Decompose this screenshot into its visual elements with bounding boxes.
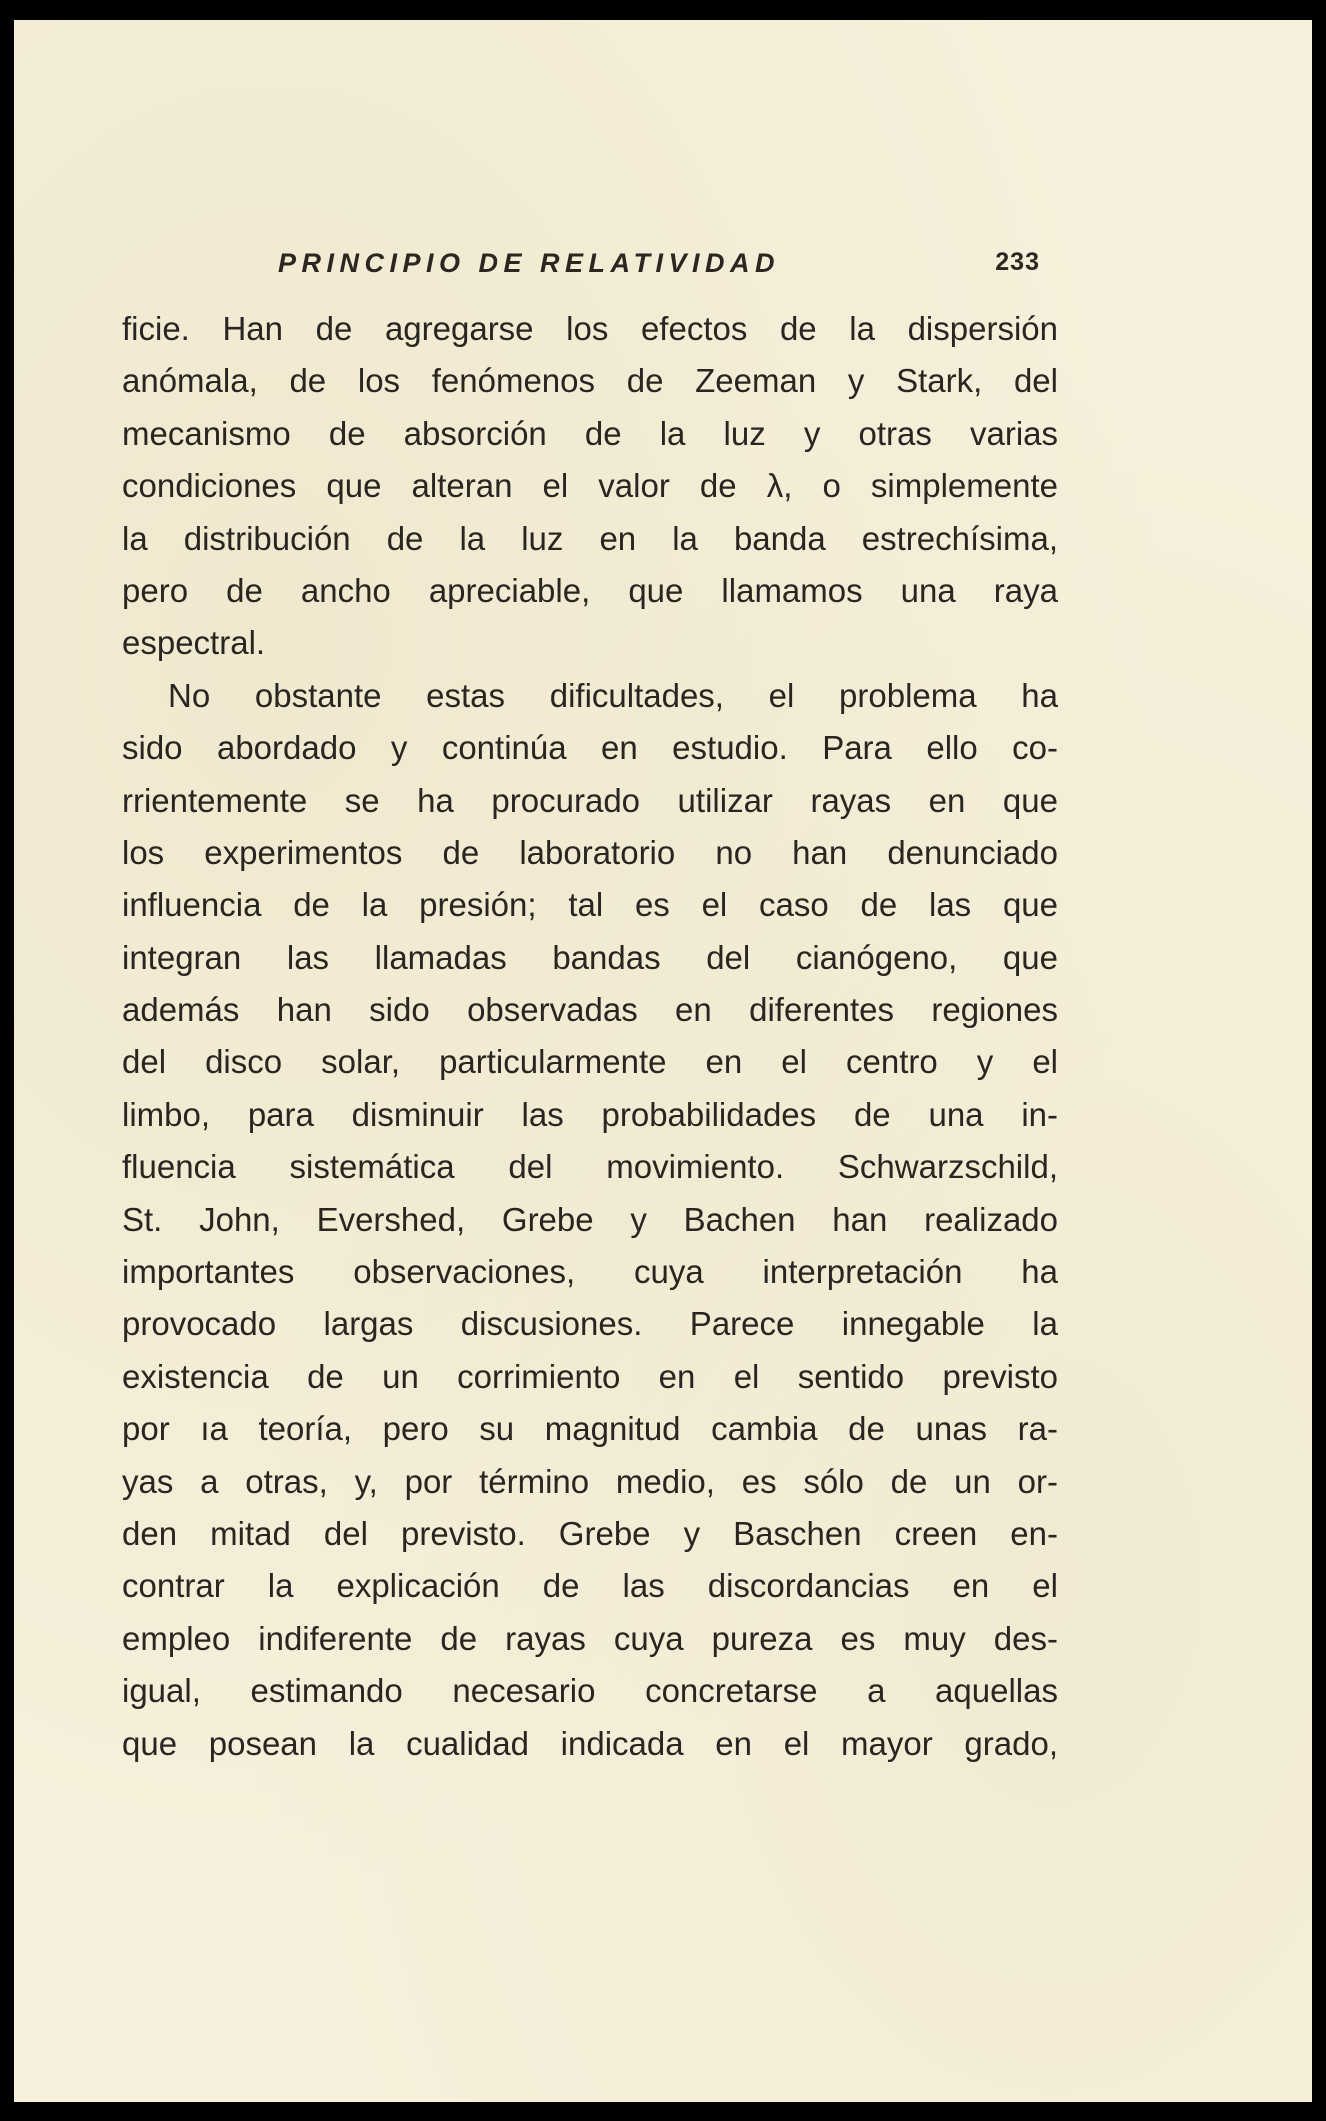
text-line: yas a otras, y, por término medio, es sólo de un or- <box>122 1462 1058 1500</box>
text-line: condiciones que alteran el valor de λ, o simplemente <box>122 467 1058 505</box>
text-line: provocado largas discusiones. Parece innegable la <box>122 1305 1058 1343</box>
text-line: además han sido observadas en diferentes regiones <box>122 991 1058 1029</box>
text-line: pero de ancho apreciable, que llamamos una raya <box>122 571 1058 609</box>
text-line: igual, estimando necesario concretarse a aquellas <box>122 1672 1058 1710</box>
running-title: PRINCIPIO DE RELATIVIDAD <box>278 248 781 278</box>
text-line: empleo indiferente de rayas cuya pureza es muy des- <box>122 1619 1058 1657</box>
text-line: No obstante estas dificultades, el problema ha <box>168 676 1058 714</box>
text-line: St. John, Evershed, Grebe y Bachen han realizado <box>122 1200 1058 1238</box>
text-line: espectral. <box>122 624 266 662</box>
text-line: que posean la cualidad indicada en el mayor grado, <box>122 1724 1058 1762</box>
paragraph-1 <box>122 303 1058 670</box>
text-line: la distribución de la luz en la banda estrechísima, <box>122 519 1058 557</box>
text-line: existencia de un corrimiento en el sentido previsto <box>122 1357 1058 1395</box>
page-header <box>278 248 1058 284</box>
text-line: fluencia sistemática del movimiento. Schwarzschild, <box>122 1148 1058 1186</box>
body-text <box>122 303 1058 1770</box>
text-line: den mitad del previsto. Grebe y Baschen creen en- <box>122 1514 1058 1552</box>
text-line: limbo, para disminuir las probabilidades de una in- <box>122 1095 1058 1133</box>
text-line: sido abordado y continúa en estudio. Para ello co- <box>122 729 1058 767</box>
text-line: integran las llamadas bandas del cianógeno, que <box>122 938 1058 976</box>
text-line: por ıa teoría, pero su magnitud cambia de unas ra- <box>122 1410 1058 1448</box>
text-line: del disco solar, particularmente en el centro y el <box>122 1043 1058 1081</box>
text-line: ficie. Han de agregarse los efectos de la dispersión <box>122 310 1058 347</box>
page-number: 233 <box>995 248 1040 276</box>
text-line: influencia de la presión; tal es el caso de las que <box>122 886 1058 924</box>
text-line: contrar la explicación de las discordancias en el <box>122 1567 1058 1605</box>
text-line: mecanismo de absorción de la luz y otras varias <box>122 414 1058 452</box>
text-line: importantes observaciones, cuya interpretación ha <box>122 1253 1058 1291</box>
paragraph-2 <box>122 670 1058 1770</box>
text-line: rrientemente se ha procurado utilizar rayas en que <box>122 781 1058 819</box>
text-line: anómala, de los fenómenos de Zeeman y Stark, del <box>122 362 1058 400</box>
text-line: los experimentos de laboratorio no han denunciado <box>122 833 1058 871</box>
